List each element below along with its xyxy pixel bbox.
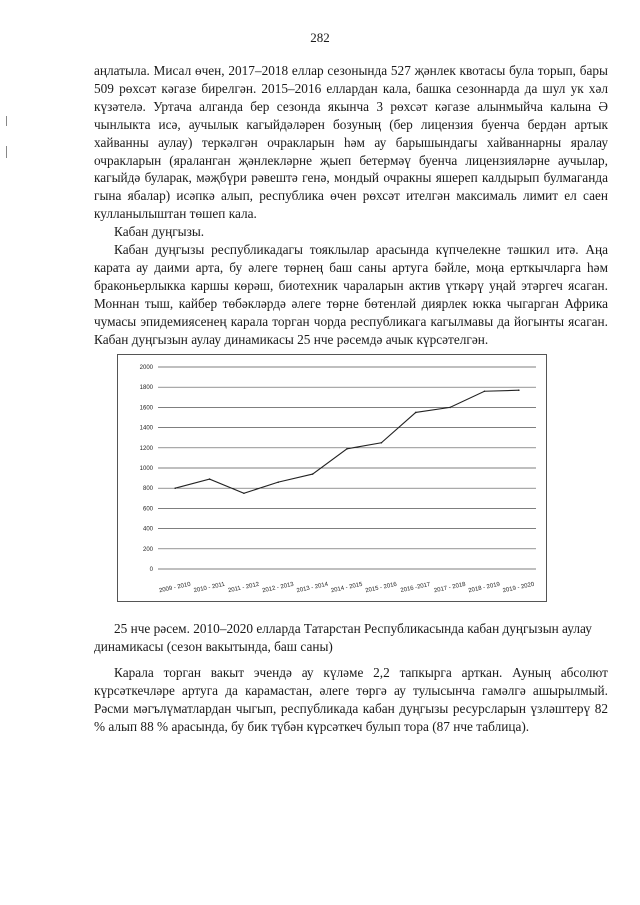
data-point [243,492,245,494]
y-tick-label: 0 [149,567,153,573]
x-tick-label: 2019 - 2020 [502,581,535,595]
data-point [518,389,520,391]
y-tick-label: 200 [142,546,153,553]
margin-mark [6,146,7,158]
x-tick-label: 2017 - 2018 [433,581,467,595]
x-tick-label: 2015 - 2016 [364,581,398,595]
x-tick-label: 2014 - 2015 [330,581,364,595]
data-point [346,448,348,450]
body-text-top [94,62,608,349]
caption-text: 25 нче рәсем. 2010–2020 елларда Татарстан Республикасында кабан дуңгызын аулау динамикасы (сезон вакытында, баш саны) [94,621,592,654]
y-tick-label: 800 [142,486,153,493]
chart-svg [118,355,548,603]
series-line [175,390,519,493]
x-tick-label: 2018 - 2019 [467,581,501,595]
paragraph: Кабан дуңгызы республикадагы тояклылар арасында күпчелекне тәшкил итә. Аңа карата ау даими арта, бу әлеге төрнең баш саны артуга бәйле, моңа ерткычларга һәм браконьерлыкка каршы көрәш, биотехник чараларын актив үткәрү уңай этәргеч ясаган. Моннан тыш, кайбер төбәкләрдә әлеге төрне бөтенләй диярлек юкка чыгарган Африка чумасы эпидемиясенең карала торган чорда республикага кагылмавы да йогынты ясаган. Кабан дуңгызын аулау динамикасы 25 нче рәсемдә ачык күрсәтелгән. [94,242,608,347]
body-text-bottom [94,664,608,736]
x-tick-label: 2016 -2017 [400,581,431,595]
y-tick-label: 1000 [139,466,153,472]
x-tick-label: 2011 - 2012 [227,581,260,595]
data-point [174,487,176,489]
data-point [209,478,211,480]
figure-caption [94,620,608,656]
y-tick-label: 2000 [139,365,153,371]
paragraph: Карала торган вакыт эчендә ау күләме 2,2 тапкырга арткан. Ауның абсолют күрсәткечләре артуга да карамастан, әлеге төргә ау тулысынча гамәлгә ашырылмый. Рәсми мәгълүматлардан чыгып, республикада кабан дуңгызы ресурсларын үзләштерү 82 % алып 88 % арасында, бу бик түбән күрсәткеч булып тора (87 нче таблица). [94,665,608,734]
y-tick-label: 1600 [139,405,153,412]
y-tick-label: 600 [142,506,153,513]
x-tick-label: 2012 - 2013 [261,581,295,595]
data-point [484,390,486,392]
y-tick-label: 1400 [139,425,153,432]
page-number: 282 [310,30,330,45]
y-tick-label: 400 [142,526,153,533]
data-point [449,407,451,409]
section-heading: Кабан дуңгызы. [114,224,205,240]
margin-mark [6,116,7,126]
data-point [277,481,279,483]
y-tick-label: 1800 [139,385,153,392]
data-point [381,442,383,444]
data-point [312,473,314,475]
chart [117,354,547,602]
x-tick-label: 2013 - 2014 [296,581,329,595]
data-point [415,412,417,414]
x-tick-label: 2009 - 2010 [158,581,192,595]
x-tick-label: 2010 - 2011 [193,581,226,595]
paragraph: аңлатыла. Мисал өчен, 2017–2018 еллар сезонында 527 җәнлек квотасы була торып, бары 509 рөхсәт кәгазе бирелгән. 2015–2016 еллардан кала, башка сезоннарда да шул ук хәл күзәтелә. Уртача алганда бер сезонда якынча 3 рөхсәт кәгазе алынмыйча калына Ә чынлыкта исә, аучылык кагыйдәләрен бозуның (бер лицензия буенча бердән артык хайванны аулау) теркәлгән очракларын һәм ау барышындагы хайваннарны яралау очракларын (яраланган җәнлекләрне җыеп бетермәү буенча лицензияләрне аучылар, кагыйдә буларак, мәҗбүри рәвештә генә, мондый очракны яшереп калдырып булмаганда гына ябалар) исәпкә алып, республика өчен рөхсәт ителгән максималь лимит ел саен кулланылыштан төшеп кала. [94,63,608,222]
y-tick-label: 1200 [139,445,153,452]
